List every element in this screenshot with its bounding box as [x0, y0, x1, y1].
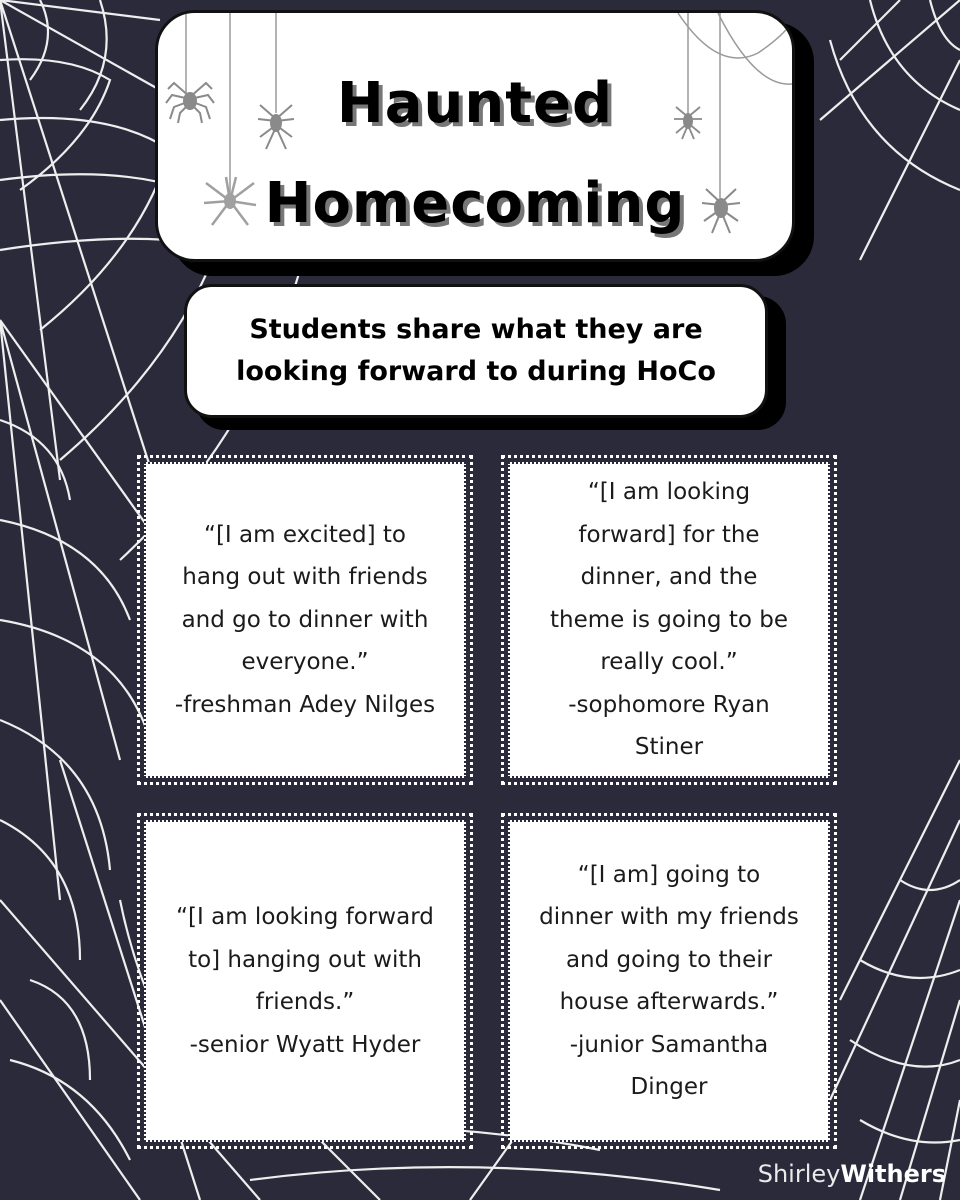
quote-line: really cool.” [600, 649, 738, 676]
quote-card-freshman [144, 462, 466, 778]
quote-line: everyone.” [241, 649, 369, 676]
subtitle-line-2: looking forward to during HoCo [236, 356, 716, 387]
quote-line: dinner with my friends [539, 904, 799, 930]
quote-line: forward] for the [578, 521, 760, 548]
web-top-right [820, 0, 960, 260]
title-line-1: Haunted [336, 71, 614, 136]
web-bottom-right [830, 760, 960, 1200]
quote-line: hang out with friends [182, 564, 428, 591]
quote-attribution: -sophomore Ryan [568, 691, 770, 718]
quote-attribution: Stiner [634, 734, 704, 761]
subtitle-line-1: Students share what they are [249, 314, 703, 345]
quote-line: friends.” [255, 989, 355, 1015]
quote-line: “[I am excited] to [204, 521, 406, 548]
quote-line: “[I am looking [587, 479, 751, 506]
credit-first-name: Shirley [757, 1160, 841, 1188]
quote-line: theme is going to be [550, 606, 788, 633]
quote-attribution: -freshman Adey Nilges [174, 691, 436, 718]
quote-line: and go to dinner with [181, 606, 429, 633]
quote-card-junior [508, 820, 830, 1142]
quote-line: and going to their [565, 946, 773, 973]
quote-attribution: -junior Samantha [569, 1031, 769, 1058]
quote-line: dinner, and the [580, 564, 758, 591]
quote-attribution: -senior Wyatt Hyder [189, 1031, 421, 1058]
quote-line: to] hanging out with [188, 946, 422, 973]
quote-line: “[I am] going to [577, 861, 761, 888]
quote-card-senior [144, 820, 466, 1142]
quote-line: “[I am looking forward [176, 904, 434, 930]
title-box [155, 10, 795, 262]
quote-line: house afterwards.” [559, 989, 779, 1015]
quote-card-sophomore [508, 462, 830, 778]
quote-attribution: Dinger [630, 1074, 708, 1100]
author-credit [758, 1160, 946, 1188]
credit-last-name: Withers [840, 1160, 946, 1188]
title-line-2: Homecoming [264, 171, 686, 236]
subtitle-box [184, 284, 768, 418]
